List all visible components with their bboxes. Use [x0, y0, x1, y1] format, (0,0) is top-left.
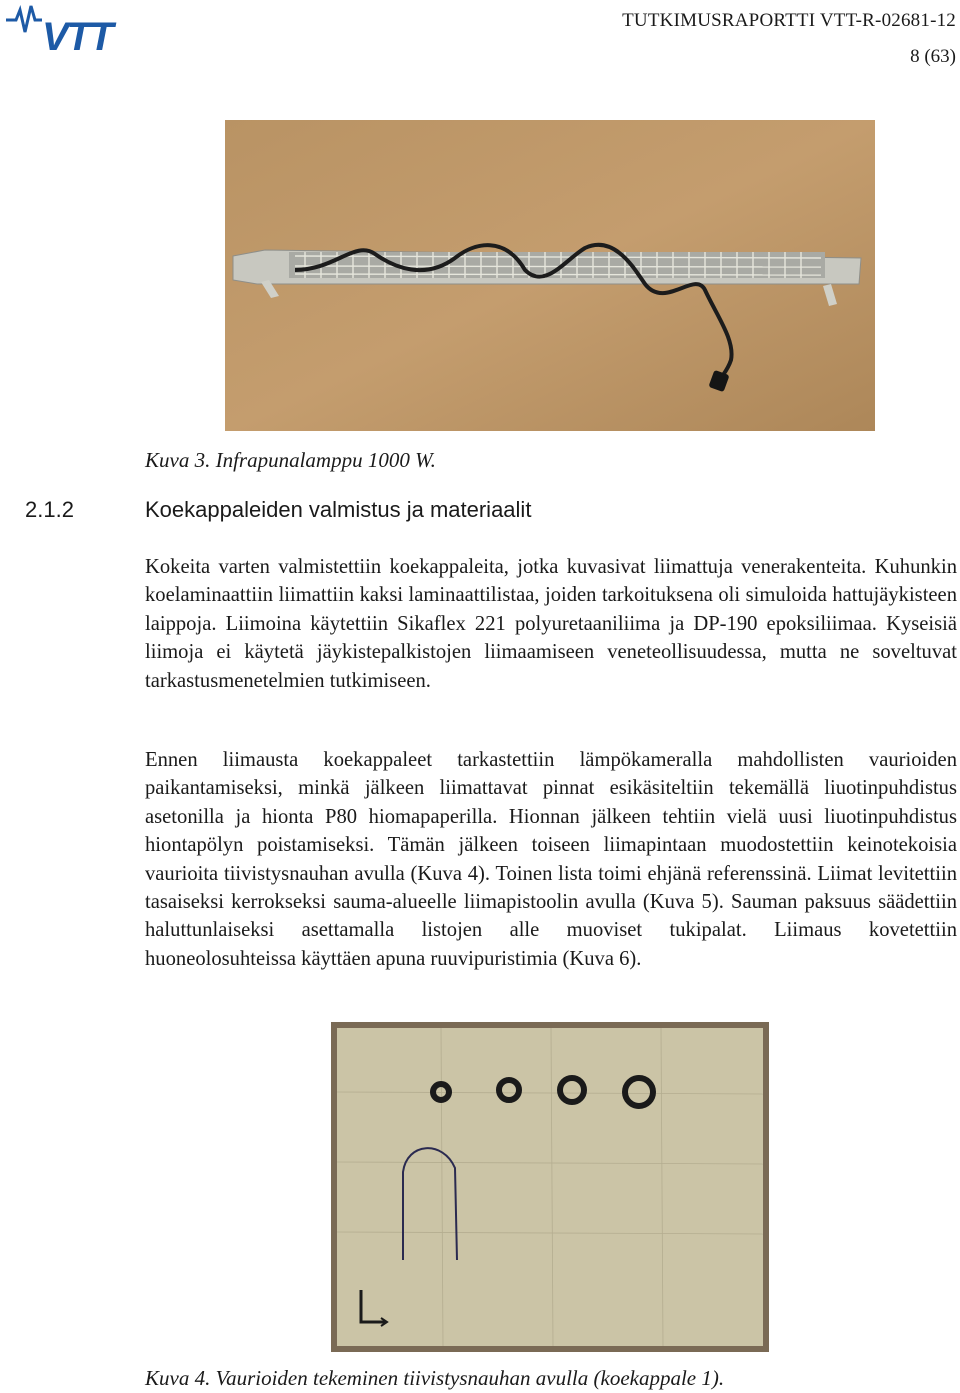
section-number: 2.1.2: [25, 497, 74, 522]
section-title: Koekappaleiden valmistus ja materiaalit: [145, 497, 532, 522]
vtt-logo: [4, 2, 160, 54]
paragraph-2: Ennen liimausta koekappaleet tarkastettiin lämpökameralla mahdollisten vaurioiden paikantamiseksi, minkä jälkeen liimattavat pinnat esikäsiteltiin tekemällä liuotinpuhdistus asetonilla ja hionta P80 hiomapaperilla. Hionnan jälkeen tehtiin vielä uusi liuotinpuhdistus hiontapölyn poistamiseksi. Tämän jälkeen toiseen liimapintaan muodostettiin keinotekoisia vaurioita tiivistysnauhan avulla (Kuva 4). Toinen lista toimi ehjänä referenssinä. Liimat levitettiin tasaiseksi kerrokseksi sauma-alueelle liimapistoolin avulla (Kuva 5). Sauman paksuus säädettiin haluttunlaiseksi asettamalla listojen alle muoviset tukipalat. Liimaus kovetettiin huoneolosuhteissa käyttäen apuna ruuvipuristimia (Kuva 6).: [145, 749, 957, 970]
section-heading: [25, 497, 531, 523]
figure-infrared-lamp: [225, 120, 875, 431]
figure-test-piece: [331, 1022, 769, 1352]
paragraph-1: Kokeita varten valmistettiin koekappaleita, jotka kuvasivat liimattuja venerakenteita. Kuhunkin koelaminaattiin liimattiin kaksi laminaattilistaa, joiden tarkoituksena oli simuloida hattujäykisteen laippoja. Liimoina käytettiin Sikaflex 221 polyuretaaniliima ja DP-190 epoksiliimaa. Kyseisiä liimoja ei käytetä jäykistepalkistojen liimaamiseen veneteollisuudessa, mutta ne soveltuvat tarkastusmenetelmien tutkimiseen.: [145, 556, 957, 692]
page-number: 8 (63): [910, 46, 956, 67]
report-id: TUTKIMUSRAPORTTI VTT-R-02681-12: [622, 10, 956, 31]
figure-caption-4: Kuva 4. Vaurioiden tekeminen tiivistysnauhan avulla (koekappale 1).: [145, 1366, 725, 1390]
figure-caption-3: Kuva 3. Infrapunalamppu 1000 W.: [145, 448, 436, 472]
logo-text: VTT: [42, 15, 112, 54]
